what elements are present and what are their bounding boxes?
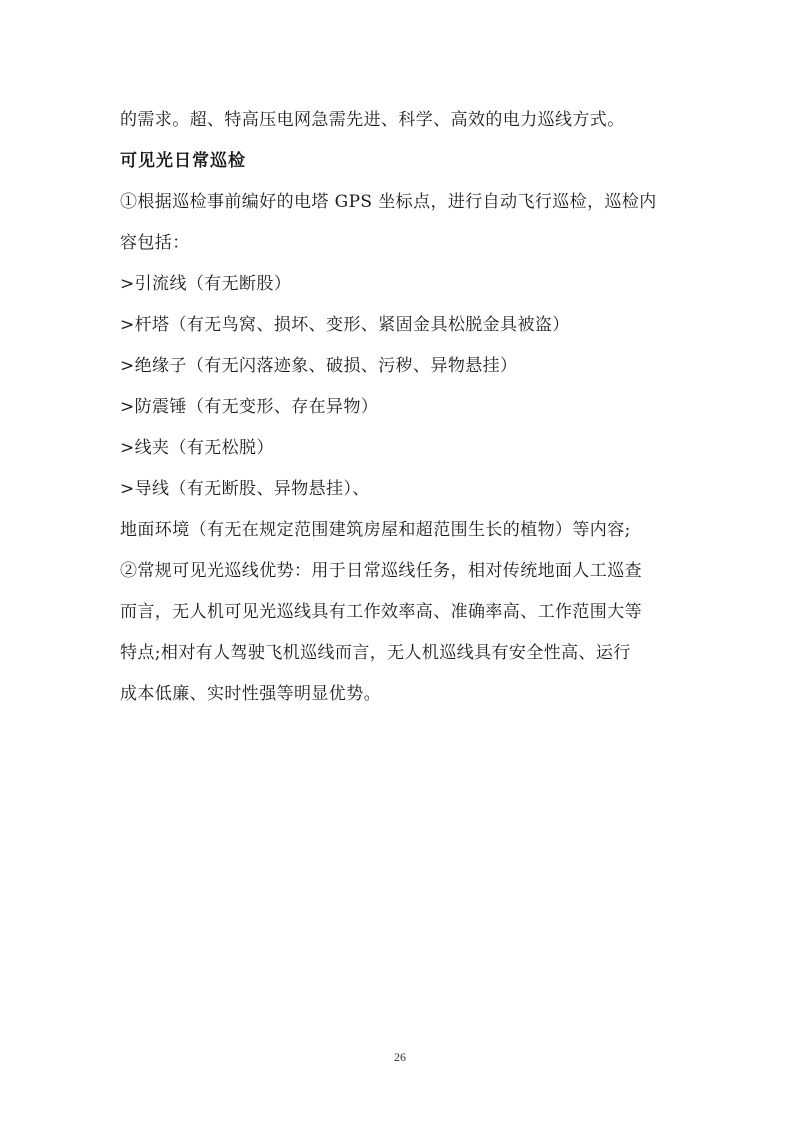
paragraph-line: ①根据巡检事前编好的电塔 GPS 坐标点，进行自动飞行巡检，巡检内 xyxy=(120,192,657,212)
paragraph-line: 容包括： xyxy=(120,233,190,253)
document-body xyxy=(120,100,690,715)
paragraph-line: 地面环境（有无在规定范围建筑房屋和超范围生长的植物）等内容; xyxy=(120,520,631,540)
paragraph-line: 特点;相对有人驾驶飞机巡线而言，无人机巡线具有安全性高、运行 xyxy=(120,643,631,663)
list-item: >导线（有无断股、异物悬挂）、 xyxy=(120,479,370,499)
page-number: 26 xyxy=(394,1050,406,1064)
list-item: >引流线（有无断股） xyxy=(120,274,292,294)
list-item: >绝缘子（有无闪落迹象、破损、污秽、异物悬挂） xyxy=(120,356,518,376)
paragraph-line: 而言，无人机可见光巡线具有工作效率高、准确率高、工作范围大等 xyxy=(120,602,642,622)
paragraph-line: 成本低廉、实时性强等明显优势。 xyxy=(120,684,381,704)
list-item: >杆塔（有无鸟窝、损坏、变形、紧固金具松脱金具被盗） xyxy=(120,315,570,335)
list-item: >线夹（有无松脱） xyxy=(120,438,274,458)
list-item: >防震锤（有无变形、存在异物） xyxy=(120,397,379,417)
paragraph-line: ②常规可见光巡线优势：用于日常巡线任务，相对传统地面人工巡查 xyxy=(120,561,642,581)
section-heading: 可见光日常巡检 xyxy=(120,151,246,171)
paragraph-line: 的需求。超、特高压电网急需先进、科学、高效的电力巡线方式。 xyxy=(120,110,625,130)
